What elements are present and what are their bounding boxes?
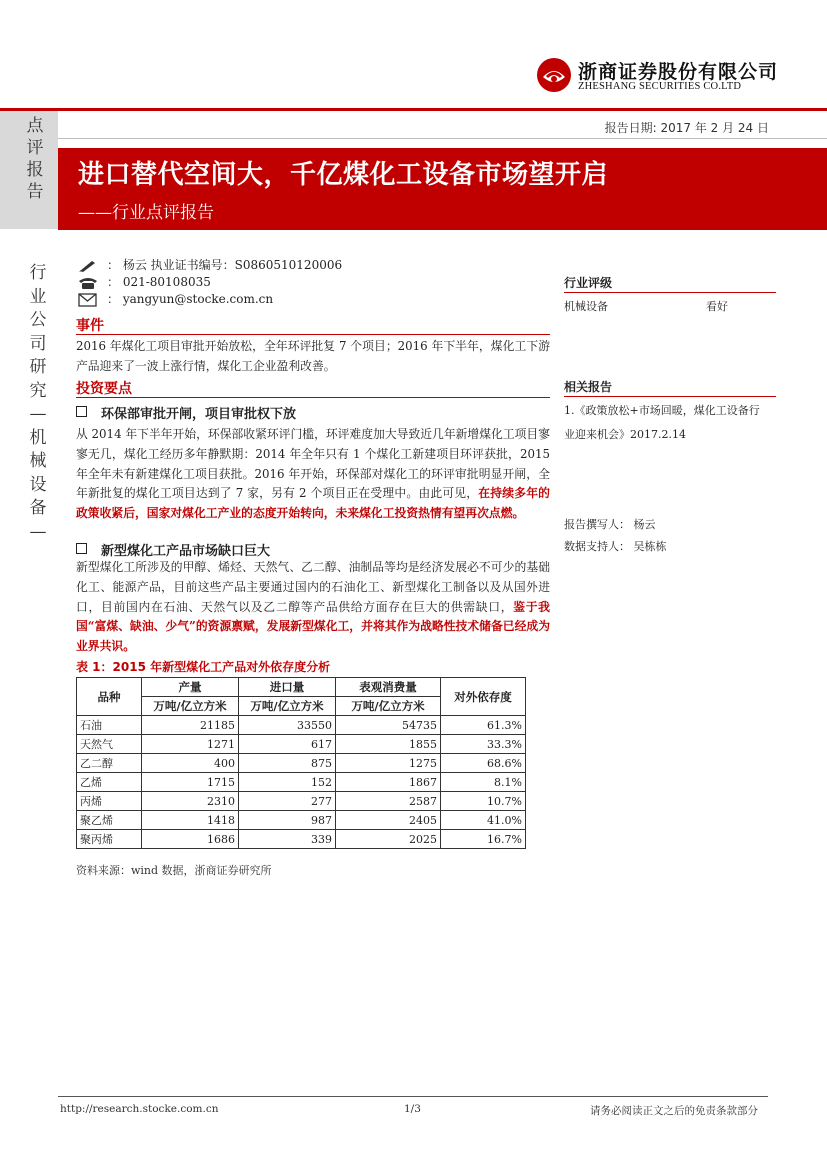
company-name-en: ZHESHANG SECURITIES CO.LTD [578, 81, 742, 92]
analyst-phone-row [77, 273, 211, 290]
table-row [77, 830, 526, 849]
event-heading: 事件 [76, 318, 104, 334]
table-header: 产量 [142, 678, 239, 697]
report-type-label: 点评报告 [26, 116, 44, 202]
analyst-email-row [77, 290, 273, 307]
table-cell: 1271 [142, 735, 239, 754]
table-cell: 61.3% [441, 716, 526, 735]
point2-paragraph [76, 558, 550, 657]
table-unit: 万吨/亿立方米 [336, 697, 441, 716]
table-unit: 万吨/亿立方米 [142, 697, 239, 716]
table-cell: 33.3% [441, 735, 526, 754]
table-cell: 16.7% [441, 830, 526, 849]
header-rule [0, 108, 827, 111]
company-logo-icon [536, 57, 572, 93]
date-divider [58, 138, 827, 139]
table-cell: 10.7% [441, 792, 526, 811]
table-cell: 乙烯 [77, 773, 142, 792]
analyst-name-row [77, 256, 342, 273]
analyst-email: ： yangyun@stocke.com.cn [107, 292, 274, 306]
table-cell: 1418 [142, 811, 239, 830]
table-cell: 丙烯 [77, 792, 142, 811]
table-row [77, 735, 526, 754]
checkbox-bullet-icon [76, 406, 87, 417]
table-row [77, 773, 526, 792]
event-rule [76, 334, 550, 335]
table-cell: 1867 [336, 773, 441, 792]
invest-heading: 投资要点 [76, 381, 132, 397]
report-date: 报告日期: 2017 年 2 月 24 日 [604, 121, 769, 135]
point1-paragraph [76, 425, 550, 524]
table-cell: 1686 [142, 830, 239, 849]
table-cell: 54735 [336, 716, 441, 735]
point1-text: 从 2014 年下半年开始，环保部收紧环评门槛，环评难度加大导致近几年新增煤化工项目寥寥无几，煤化工经历多年静默期：2014 年全年只有 1 个煤化工新建项目环评获批，2015 年全年未有新建煤化工项目获批。2016 年开始，环保部对煤化工的环评审批明显开闸，全年新批复的煤化工项目达到了 7 家，另有 2 个项目正在受理中。由此可见， [76, 427, 551, 501]
table-row [77, 754, 526, 773]
related-heading: 相关报告 [564, 380, 613, 394]
analyst-phone: ： 021-80108035 [107, 275, 211, 289]
table-cell: 152 [239, 773, 336, 792]
company-logo [536, 55, 779, 97]
table-header: 表观消费量 [336, 678, 441, 697]
table-cell: 617 [239, 735, 336, 754]
invest-rule [76, 397, 550, 398]
table-cell: 277 [239, 792, 336, 811]
table-cell: 1275 [336, 754, 441, 773]
table-unit: 万吨/亿立方米 [239, 697, 336, 716]
rating-rule [564, 292, 776, 293]
table-title: 表 1：2015 年新型煤化工产品对外依存度分析 [76, 660, 331, 674]
table-cell: 2310 [142, 792, 239, 811]
table-cell: 乙二醇 [77, 754, 142, 773]
table-source: 资料来源：wind 数据，浙商证券研究所 [76, 864, 272, 877]
point2-title [76, 540, 270, 559]
table-header: 对外依存度 [441, 678, 526, 716]
table-cell: 875 [239, 754, 336, 773]
table-cell: 21185 [142, 716, 239, 735]
rating-value: 看好 [706, 300, 728, 313]
table-cell: 8.1% [441, 773, 526, 792]
table-cell: 1715 [142, 773, 239, 792]
point1-title [76, 403, 296, 422]
table-row [77, 792, 526, 811]
table-cell: 天然气 [77, 735, 142, 754]
page-number: 1/3 [404, 1103, 421, 1115]
table-cell: 400 [142, 754, 239, 773]
related-report-1-line2[interactable]: 业迎来机会》2017.2.14 [564, 428, 686, 441]
dependency-table [76, 677, 526, 849]
point2-highlight: 鉴于我国“富煤、缺油、少气”的资源禀赋，发展新型煤化工，并将其作为战略性技术储备已经成为业界共识。 [76, 599, 550, 654]
table-cell: 41.0% [441, 811, 526, 830]
point1-title-text: 环保部审批开闸，项目审批权下放 [101, 407, 297, 422]
table-cell: 2587 [336, 792, 441, 811]
table-cell: 2405 [336, 811, 441, 830]
table-cell: 68.6% [441, 754, 526, 773]
table-row [77, 811, 526, 830]
mail-icon [77, 293, 99, 307]
checkbox-bullet-icon [76, 543, 87, 554]
data-supporter: 数据支持人： 吴栋栋 [564, 540, 667, 553]
pen-icon [77, 259, 99, 273]
page-subtitle: ——行业点评报告 [78, 203, 214, 223]
side-category-label: 行业公司研究—机械设备— [29, 263, 47, 542]
rating-heading: 行业评级 [564, 276, 613, 290]
footer-url[interactable]: http://research.stocke.com.cn [60, 1103, 219, 1115]
table-cell: 聚乙烯 [77, 811, 142, 830]
report-writer: 报告撰写人： 杨云 [564, 518, 656, 531]
event-text: 2016 年煤化工项目审批开始放松，全年环评批复 7 个项目；2016 年下半年，煤化工下游产品迎来了一波上涨行情，煤化工企业盈利改善。 [76, 339, 550, 373]
footer-disclaimer: 请务必阅读正文之后的免责条款部分 [590, 1105, 758, 1117]
table-cell: 1855 [336, 735, 441, 754]
related-report-1-line1[interactable]: 1.《政策放松+市场回暖，煤化工设备行 [564, 404, 760, 417]
point2-title-text: 新型煤化工产品市场缺口巨大 [101, 544, 271, 559]
phone-icon [77, 276, 99, 290]
table-cell: 石油 [77, 716, 142, 735]
table-row [77, 716, 526, 735]
table-cell: 339 [239, 830, 336, 849]
table-cell: 987 [239, 811, 336, 830]
related-rule [564, 396, 776, 397]
point2-text: 新型煤化工所涉及的甲醇、烯烃、天然气、乙二醇、油制品等均是经济发展必不可少的基础化工、能源产品，目前这些产品主要通过国内的石油化工、新型煤化工制备以及从国外进口，目前国内在石油、天然气以及乙二醇等产品供给方面存在巨大的供需缺口， [76, 560, 550, 614]
table-cell: 33550 [239, 716, 336, 735]
footer-rule [58, 1096, 768, 1097]
point1-highlight: 在持续多年的政策收紧后，国家对煤化工产业的态度开始转向，未来煤化工投资热情有望再次点燃。 [76, 486, 550, 521]
table-header: 进口量 [239, 678, 336, 697]
table-cell: 2025 [336, 830, 441, 849]
table-header: 品种 [77, 678, 142, 716]
table-cell: 聚丙烯 [77, 830, 142, 849]
rating-sector: 机械设备 [564, 300, 608, 313]
company-name-cn: 浙商证券股份有限公司 [578, 61, 779, 83]
analyst-name: ： 杨云 执业证书编号：S0860510120006 [107, 258, 343, 272]
page-title: 进口替代空间大，千亿煤化工设备市场望开启 [78, 160, 609, 190]
